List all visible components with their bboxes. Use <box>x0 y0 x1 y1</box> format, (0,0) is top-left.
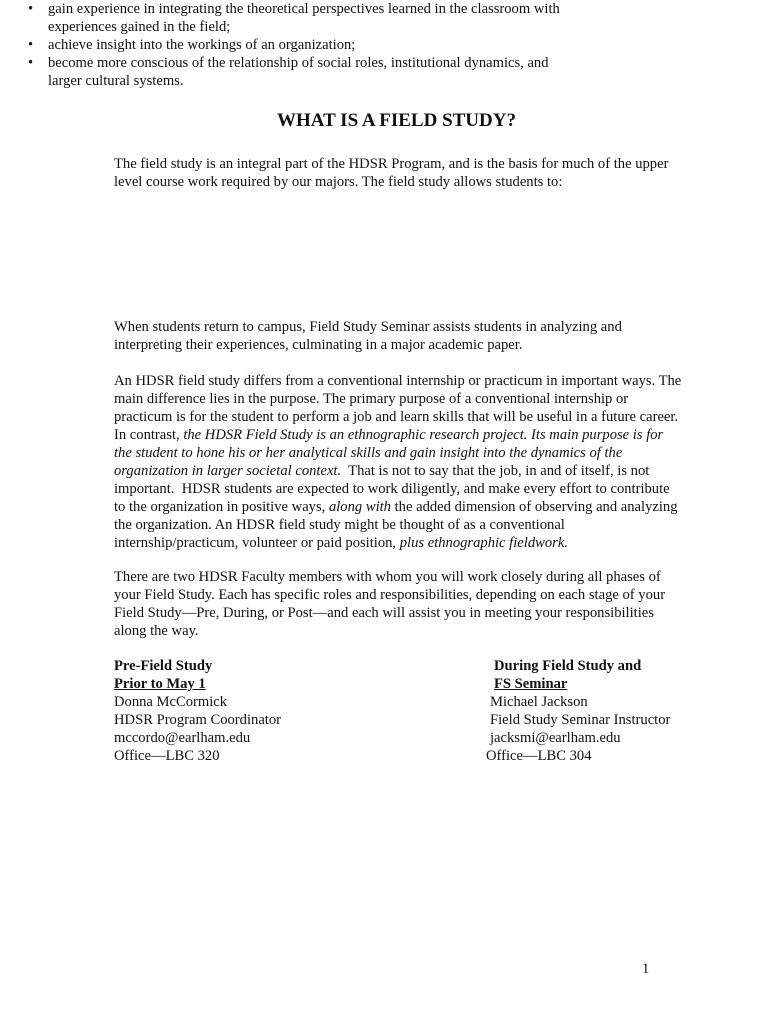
contact-pre-field-study <box>114 657 281 765</box>
benefits-list <box>0 0 560 90</box>
contact-office: Office—LBC 304 <box>486 748 592 764</box>
contact-role: HDSR Program Coordinator <box>114 712 282 728</box>
intro-paragraph: The field study is an integral part of the HDSR Program, and is the basis for much of the upper level course work required by our majors. The field study allows students to: <box>114 156 669 190</box>
seminar-paragraph: When students return to campus, Field Study Seminar assists students in analyzing and interpreting their experiences, culminating in a major academic paper. <box>114 319 622 353</box>
contact-email: jacksmi@earlham.edu <box>490 730 621 746</box>
difference-italic-1: the HDSR Field Study is an ethnographic research project. Its main purpose is for the student to hone his or her analytical skills and gain insight into the dynamics of the organization in larger societal context. <box>114 427 664 479</box>
contact-office: Office—LBC 320 <box>114 748 220 764</box>
difference-text-3: the added dimension of observing and analyzing the organization. An HDSR field study might be thought of as a conventional internship/practicum, volunteer or paid position, <box>114 499 678 551</box>
difference-italic-2: along with <box>328 499 391 515</box>
bullet-icon: • <box>28 37 34 53</box>
difference-text-1: An HDSR field study differs from a conventional internship or practicum in important ways. The main difference lies in the purpose. The primary purpose of a conventional internship or practicum is for the student to perform a job and learn skills that will be useful in a future career. In contrast, <box>114 373 682 443</box>
contact-during-field-study <box>486 657 670 765</box>
contact-role: Field Study Seminar Instructor <box>490 712 671 728</box>
difference-paragraph <box>114 372 684 552</box>
difference-text-2: That is not to say that the job, in and of itself, is not important. HDSR students are expected to work diligently, and make every effort to contribute to the organization in positive ways, <box>114 463 674 515</box>
faculty-paragraph: There are two HDSR Faculty members with whom you will work closely during all phases of your Field Study. Each has specific roles and responsibilities, depending on each stage of your Field Study—Pre, During, or Post—and each will assist you in meeting your responsibilities along the way. <box>114 569 666 639</box>
contact-heading: Pre-Field Study <box>114 658 213 674</box>
bullet-icon: • <box>28 1 34 17</box>
contact-name: Michael Jackson <box>490 694 588 710</box>
page-number: 1 <box>642 961 650 977</box>
difference-italic-3: plus ethnographic fieldwork. <box>399 535 568 551</box>
list-item <box>0 54 560 90</box>
list-item <box>0 0 560 36</box>
contact-subheading: FS Seminar <box>494 676 568 692</box>
contact-subheading: Prior to May 1 <box>114 676 206 692</box>
list-item-text: achieve insight into the workings of an organization; <box>48 37 356 53</box>
contact-email: mccordo@earlham.edu <box>114 730 251 746</box>
list-item-text: gain experience in integrating the theoretical perspectives learned in the classroom with experiences gained in the field; <box>48 1 560 35</box>
list-item-text: become more conscious of the relationship of social roles, institutional dynamics, and larger cultural systems. <box>48 55 549 89</box>
contact-heading: During Field Study and <box>494 658 642 674</box>
page-title: WHAT IS A FIELD STUDY? <box>277 110 516 131</box>
bullet-icon: • <box>28 55 34 71</box>
list-item <box>0 36 560 54</box>
contact-name: Donna McCormick <box>114 694 228 710</box>
